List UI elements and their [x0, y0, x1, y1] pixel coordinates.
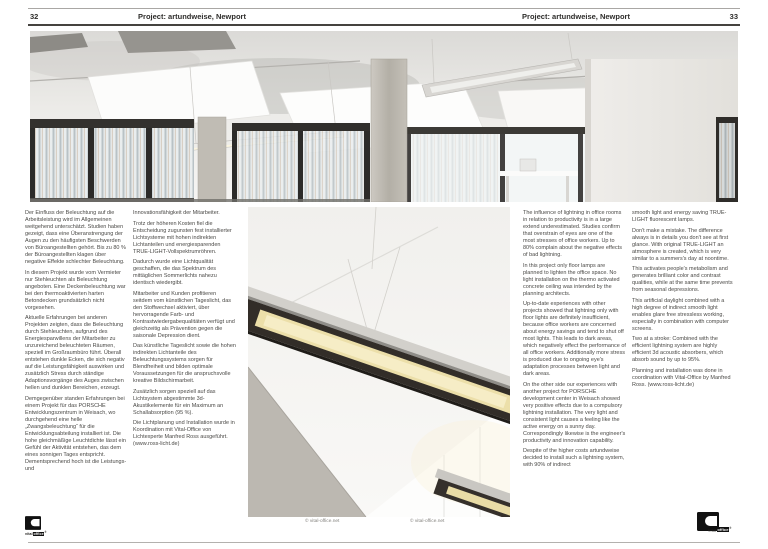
paragraph: Despite of the higher costs artundweise decided to install such a lightning system, with 90% of indirect	[523, 448, 625, 468]
text-column-right-2	[632, 210, 736, 392]
paragraph: Demgegenüber standen Erfahrungen bei einem Projekt für das PORSCHE Entwicklungszentrum in Weisach, wo durchgehend eine helle „Zwangsbeleuchtung“ für die Entwicklungsabteilung installiert ist. Die hohe gleichmäßige Leuchtdichte lässt ein Gefühl der Aktivität entstehen, das dem eines sonnigen Tages entspricht. Dementsprechend hoch ist die Leistungs- und	[25, 395, 127, 472]
vital-office-logo-mark	[25, 516, 41, 530]
right-wall	[585, 59, 738, 202]
text-column-left-1	[25, 210, 128, 476]
paragraph: smooth light and energy saving TRUE-LIGHT fluorescent lamps.	[632, 210, 727, 223]
paragraph: Two at a stroke: Combined with the efficient lightning system are highly efficient 3d acoustic absorbers, which absorb sound by up to 95%.	[632, 336, 724, 363]
paragraph: Die Lichtplanung und Installation wurde in Koordination mit Vital-Office von Lichtexperte Manfred Ross ausgeführt. (www.ross-licht.de)	[133, 420, 235, 447]
paragraph: Up-to-date experiences with other projects showed that lightning only with floor lights are definitely insufficient, because office workers are concerned about energy savings and tend to shut off most lights. This leads to dark areas, which negatively effect the performance of all office workers. Additionally more stress is produced due to ongoing eye's adaptation processes between light and dark areas.	[523, 301, 626, 377]
header-rule	[28, 24, 740, 26]
paragraph: Das künstliche Tageslicht sowie die hohen indirekten Lichtanteile des Beleuchtungssystems sorgen für Blendfreiheit und bilden optimale Voraussetzungen für die anspruchsvolle kreative Bildschirmarbeit.	[133, 343, 236, 384]
vital-office-logo-wordmark: vitaloffice®	[25, 530, 47, 536]
office-ceiling-photo	[30, 31, 738, 202]
paragraph: Der Einfluss der Beleuchtung auf die Arbeitsleistung wird im Allgemeinen weitgehend unterschätzt. Studien haben gezeigt, dass eine Überanstrengung der Augen zu den häufigsten Beschwerden von Büroangestellten gehört. Bis zu 80 % der Büroangestellten klagen über negative Effekte schlechter Beleuchtung.	[25, 210, 126, 265]
paragraph: In this project only floor lamps are planned to lighten the office space. No light installation on the thermo activated concrete ceiling was intended by the planning architects.	[523, 262, 620, 297]
paragraph: Aktuelle Erfahrungen bei anderen Projekten zeigten, dass die Beleuchtung durch Stehleuchten, aufgrund des Energiesparwillens der Mitarbeiter zu unzureichend beleuchteten Räumen, speziell im Großraumbüro führt. Überall entstehen dunkle Ecken, die sich negativ auf die Leistungsfähigkeit auswirken und zusätzlich Stress durch ständige Adaptionsvorgänge des Auges zwischen hellen und dunklen Bereichen, erzeugt.	[25, 315, 125, 391]
window-band-left	[30, 119, 194, 202]
paragraph: The influence of lightning in office rooms in relation to productivity is in a large extend underestimated. Studies confirm that overstrain of eyes are one of the most stresses of office workers. Up to 80% complain about the negative effects of bad lightning.	[523, 210, 622, 258]
paragraph: Mitarbeiter und Kunden profitieren seitdem vom künstlichen Tageslicht, das den Stoffwechsel aktiviert, über hervorragende Farb- und Kontrastwiedergabequalitäten verfügt und gleichzeitig als Prävention gegen die saisonale Depression dient.	[133, 290, 235, 339]
vital-office-logo-wordmark: vitaloffice®	[708, 527, 732, 533]
top-rule	[28, 8, 740, 9]
paragraph: Zusätzlich sorgen speziell auf das Lichtsystem abgestimmte 3d-Akustikelemente für ein Maximum an Schallabsorption (95 %).	[133, 388, 224, 416]
paragraph: In diesem Projekt wurde vom Vermieter nur Stehleuchten als Beleuchtung angeboten. Eine Deckenbeleuchtung war bei den thermoaktivierten harten Betondecken grundsätzlich nicht vorgesehen.	[25, 269, 126, 311]
concrete-column-center	[371, 59, 407, 202]
paragraph: Planning and installation was done in coordination with Vital-Office by Manfred Ross. (www.ross-licht.de)	[632, 367, 731, 388]
paragraph: On the other side our experiences with another project for PORSCHE development center in Weisach showed very positive effects due to a compulsory lightning installation. The very light and consistent light causes a feeling like the active energy on a sunny day. Correspondingly likewise is the engineer's productivity and innovation capability.	[523, 381, 626, 444]
vital-office-logo-right	[697, 512, 757, 531]
photo-credit-right: © vital-office.net	[410, 519, 445, 524]
paragraph: Trotz der höheren Kosten fiel die Entscheidung zugunsten fest installierter Lichtsysteme mit hohen indirekten Lichtanteilen und energiesparenden TRUE-LIGHT-Vollspektrumröhren.	[133, 220, 232, 255]
text-column-left-2	[133, 210, 236, 452]
vital-office-logo-left	[25, 516, 85, 536]
page-title-left: Project: artundweise, Newport	[138, 12, 246, 21]
bottom-rule	[28, 542, 740, 543]
concrete-column-left	[198, 117, 226, 202]
photo-credit-left: © vital-office.net	[305, 519, 340, 524]
text-column-right-1	[523, 210, 626, 473]
window-band-middle	[232, 123, 370, 202]
page-number-left: 32	[30, 12, 39, 21]
paragraph: Innovationsfähigkeit der Mitarbeiter.	[133, 210, 220, 216]
paragraph: Dadurch wurde eine Lichtqualität geschaffen, die das Spektrum des mittäglichen Sommerlichts nahezu identisch wiedergibt.	[133, 259, 217, 286]
paragraph: This artificial daylight combined with a high degree of indirect smooth light enables glare free stressless working, especially in combination with computer screens.	[632, 297, 729, 332]
window-band-center	[407, 127, 585, 202]
paragraph: Don't make a mistake. The difference always is in details you don't see at first glance. With original TRUE-LIGHT an atmosphere is created, which is very similar to a summers's day at noontime.	[632, 227, 729, 262]
pendant-luminaire-photo	[248, 207, 510, 517]
page-title-right: Project: artundweise, Newport	[522, 12, 630, 21]
paragraph: This activates people's metabolism and generates brilliant color and contrast qualities, while at the same time prevents from seasonal depressions.	[632, 266, 733, 293]
page-number-right: 33	[729, 12, 738, 21]
window-right	[716, 117, 738, 202]
